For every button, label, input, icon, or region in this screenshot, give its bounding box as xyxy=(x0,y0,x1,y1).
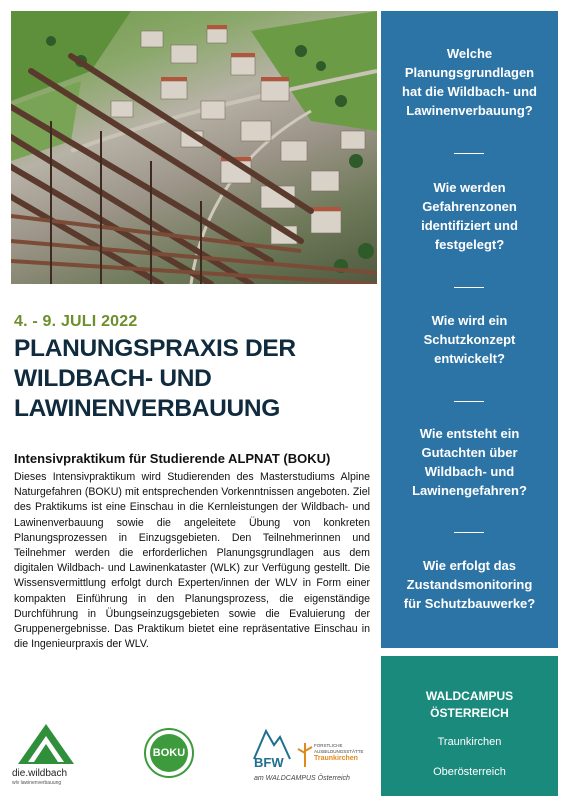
boku-logo xyxy=(144,728,194,778)
question-2-line-1: Wie werden xyxy=(433,180,506,195)
boku-logo-text: BOKU xyxy=(152,747,186,759)
question-4-line-3: Wildbach- und xyxy=(424,464,515,479)
question-4-line-1: Wie entsteht ein xyxy=(419,426,520,441)
campus-name xyxy=(381,688,558,722)
page-title-line-2: WILDBACH- UND xyxy=(14,365,212,392)
bfw-side-text-1: FORSTLICHE xyxy=(314,743,343,748)
waldcampus-box xyxy=(381,656,558,796)
question-2-line-3: identifiziert und xyxy=(421,218,518,233)
page-title-line-1: PLANUNGSPRAXIS DER xyxy=(14,335,296,362)
tree-icon xyxy=(296,739,314,767)
question-divider xyxy=(454,153,484,154)
event-date: 4. - 9. JULI 2022 xyxy=(14,313,138,330)
question-2-line-4: festgelegt? xyxy=(434,237,505,252)
questions-sidebar xyxy=(381,11,558,648)
header-photo-avalanche-barriers xyxy=(11,11,377,284)
wlv-logo xyxy=(12,722,108,788)
page-title xyxy=(14,334,374,424)
question-4 xyxy=(381,424,558,500)
campus-region: Oberösterreich xyxy=(433,766,506,778)
question-1 xyxy=(381,44,558,120)
question-2 xyxy=(381,178,558,254)
question-1-line-1: Welche xyxy=(446,46,493,61)
question-5-line-1: Wie erfolgt das xyxy=(422,558,517,573)
page-title-line-3: LAWINENVERBAUUNG xyxy=(14,395,281,422)
question-4-line-2: Gutachten über xyxy=(421,445,518,460)
bfw-side-text-3: Traunkirchen xyxy=(314,755,358,762)
campus-town: Traunkirchen xyxy=(437,736,502,748)
question-5 xyxy=(381,556,558,613)
bfw-side-text-2: AUSBILDUNGSSTÄTTE xyxy=(314,749,364,754)
question-5-line-2: Zustandsmonitoring xyxy=(406,577,533,592)
question-3 xyxy=(381,311,558,368)
question-4-line-4: Lawinengefahren? xyxy=(412,483,527,498)
question-1-line-4: Lawinenverbauung? xyxy=(406,103,533,118)
bfw-logo-subtext: am WALDCAMPUS Österreich xyxy=(254,775,350,782)
question-3-line-1: Wie wird ein xyxy=(431,313,508,328)
bfw-logo xyxy=(252,725,372,787)
question-3-line-2: Schutzkonzept xyxy=(423,332,516,347)
subtitle: Intensivpraktikum für Studierende ALPNAT (BOKU) xyxy=(14,451,331,466)
question-divider xyxy=(454,401,484,402)
question-divider xyxy=(454,532,484,533)
wlv-logo-subtext: wlv lawinenverbauung xyxy=(12,780,62,786)
question-divider xyxy=(454,287,484,288)
body-paragraph: Dieses Intensivpraktikum wird Studierenden des Masterstudiums Alpine Naturgefahren (BOKU) mit entsprechenden Vorkenntnissen angeboten. Ziel des Praktikums ist eine Einschau in die Kernleistungen der Wildbach- und Lawinenverbauung sowie die angeleitete Übung von konkreten Planungsprozessen in Einzugsgebieten. Den Teilnehmerinnen und Teilnehmer werden die erforderlichen Planungsgrundlagen aus dem digitalen Wildbach- und Lawinenkataster (WLK) zur Verfügung gestellt. Die Wissensvermittlung erfolgt durch Experten/innen der WLV in Form einer kompakten Einführung in den Planungsprozess, die eigenständige Durchführung in Übungseinzugsgebieten sowie die Evaluierung der Gruppenergebnisse. Das Praktikum bietet eine repräsentative Einschau in die Ingenieurpraxis der WLV. xyxy=(14,471,370,651)
question-5-line-3: für Schutzbauwerke? xyxy=(403,596,536,611)
question-1-line-3: hat die Wildbach- und xyxy=(402,84,537,99)
bfw-logo-text: BFW xyxy=(254,755,284,770)
question-2-line-2: Gefahrenzonen xyxy=(422,199,517,214)
campus-name-line-1: WALDCAMPUS xyxy=(425,689,514,703)
question-1-line-2: Planungsgrundlagen xyxy=(404,65,535,80)
wlv-logo-text: die.wildbach xyxy=(12,768,68,779)
question-3-line-3: entwickelt? xyxy=(434,351,505,366)
mountain-triangle-icon xyxy=(16,722,76,766)
campus-name-line-2: ÖSTERREICH xyxy=(430,706,509,720)
